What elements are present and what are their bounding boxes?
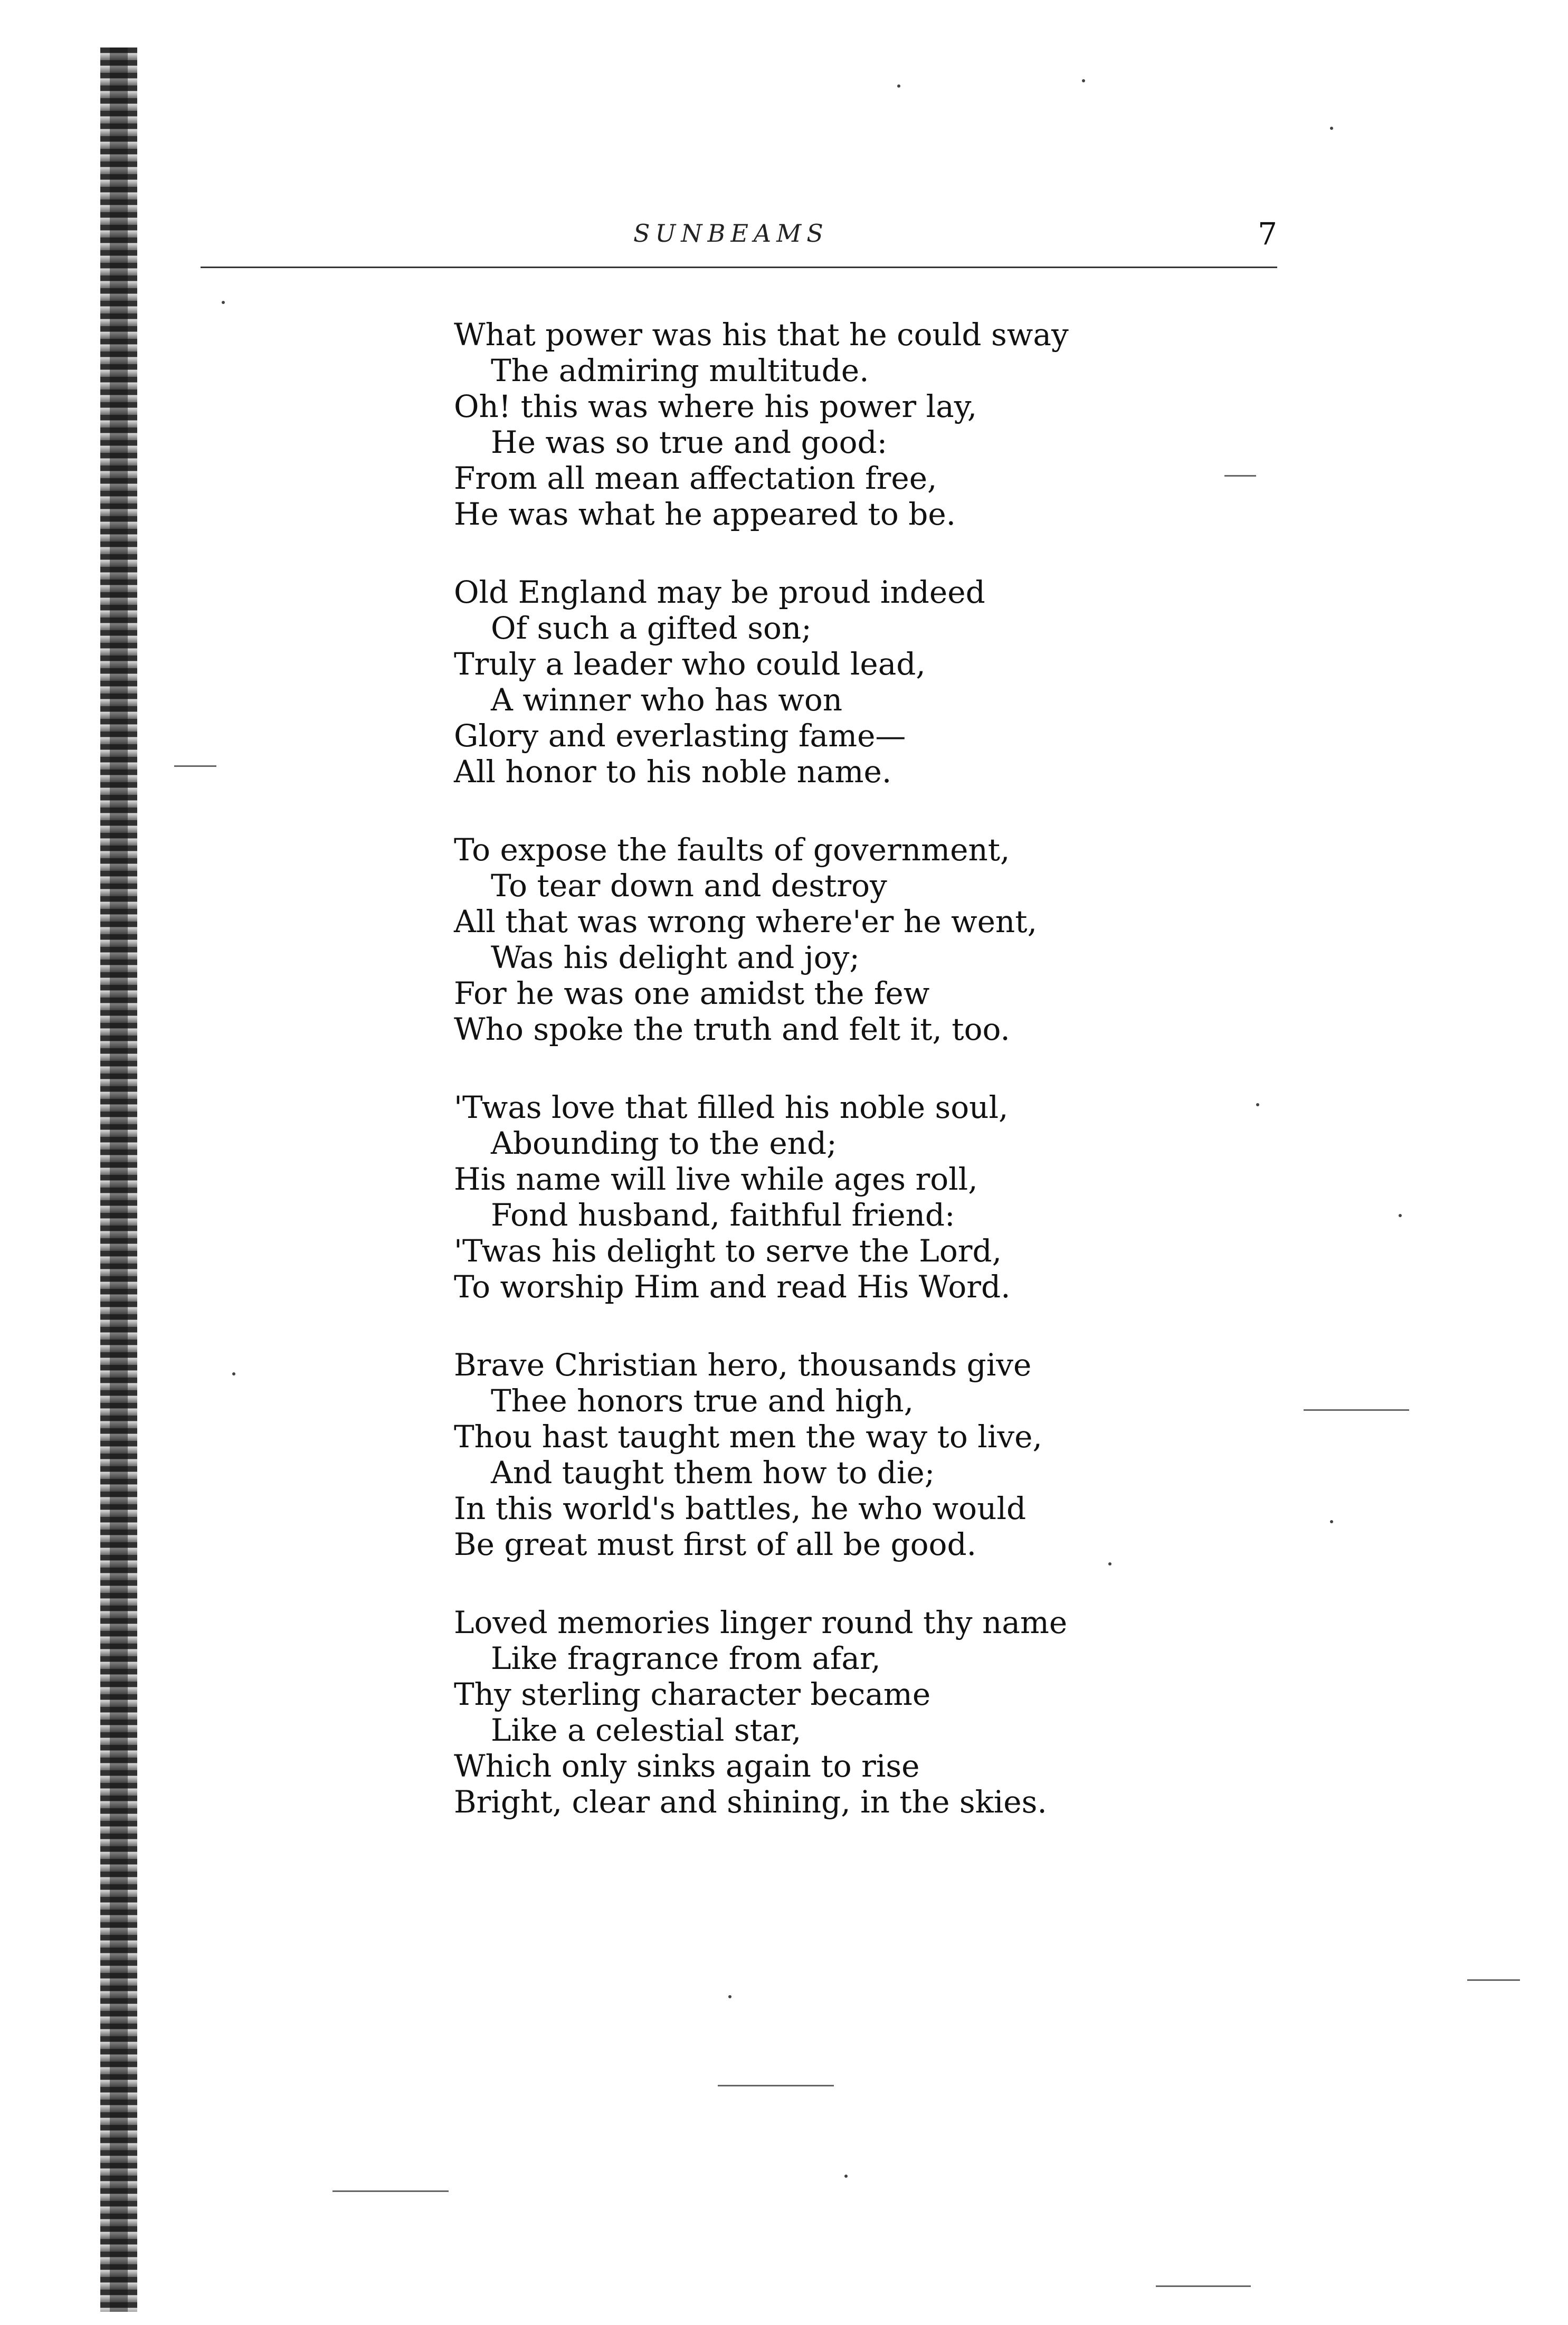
poem-line: 'Twas love that filled his noble soul,: [454, 1089, 1009, 1125]
scan-dash: [718, 2085, 834, 2086]
page-header: [201, 216, 1277, 272]
poem-line: Truly a leader who could lead,: [454, 646, 926, 682]
poem-line: In this world's battles, he who would: [454, 1491, 1027, 1526]
poem-line: From all mean affectation free,: [454, 460, 937, 496]
scanned-binding-edge: [100, 48, 137, 2312]
poem-line: To worship Him and read His Word.: [454, 1269, 1011, 1305]
poem-line: He was what he appeared to be.: [454, 496, 956, 532]
poem-line: Who spoke the truth and felt it, too.: [454, 1011, 1010, 1047]
poem-line: Was his delight and joy;: [491, 940, 860, 975]
running-head: SUNBEAMS: [633, 219, 829, 248]
poem-line: Abounding to the end;: [491, 1125, 837, 1161]
poem-line: Loved memories linger round thy name: [454, 1605, 1068, 1640]
poem-line: A winner who has won: [491, 682, 843, 718]
scan-speck: [1330, 127, 1333, 130]
poem-line: To tear down and destroy: [491, 868, 887, 904]
poem-line: Like a celestial star,: [491, 1712, 802, 1748]
poem-line: Bright, clear and shining, in the skies.: [454, 1784, 1047, 1820]
scan-speck: [222, 301, 225, 304]
poem-line: He was so true and good:: [491, 424, 888, 460]
scan-speck: [897, 84, 900, 88]
poem-line: Be great must first of all be good.: [454, 1526, 977, 1562]
poem-line: All that was wrong where'er he went,: [454, 904, 1038, 940]
poem-line: What power was his that he could sway: [454, 317, 1069, 353]
stanza-1: [454, 317, 1193, 532]
scan-dash: [174, 765, 216, 767]
poem-line: Glory and everlasting fame—: [454, 718, 906, 754]
scan-speck: [1399, 1214, 1402, 1217]
poem-line: The admiring multitude.: [491, 353, 869, 388]
scan-dash: [1304, 1409, 1409, 1411]
scan-speck: [1082, 79, 1085, 82]
scan-dash: [332, 2190, 449, 2192]
stanza-3: [454, 832, 1193, 1047]
poem-line: Like fragrance from afar,: [491, 1640, 881, 1676]
scan-speck: [1330, 1520, 1333, 1523]
scan-dash: [1224, 475, 1256, 477]
scan-dash: [1467, 1979, 1520, 1981]
poem-line: And taught them how to die;: [491, 1455, 935, 1491]
header-rule: [201, 267, 1277, 268]
scan-speck: [728, 1995, 731, 1998]
poem-line: Old England may be proud indeed: [454, 574, 985, 610]
scan-dash: [1156, 2285, 1251, 2287]
stanza-2: [454, 574, 1193, 790]
poem-line: To expose the faults of government,: [454, 832, 1010, 868]
poem-line: Thy sterling character became: [454, 1676, 931, 1712]
poem-line: Thou hast taught men the way to live,: [454, 1419, 1042, 1455]
poem-line: Which only sinks again to rise: [454, 1748, 920, 1784]
poem-line: All honor to his noble name.: [454, 754, 892, 790]
stanza-5: [454, 1347, 1193, 1562]
scan-speck: [1256, 1103, 1259, 1106]
poem-line: Brave Christian hero, thousands give: [454, 1347, 1032, 1383]
poem-line: For he was one amidst the few: [454, 975, 930, 1011]
page-number: 7: [1258, 216, 1277, 252]
poem-line: His name will live while ages roll,: [454, 1161, 978, 1197]
poem-line: Thee honors true and high,: [491, 1383, 914, 1419]
poem-line: Fond husband, faithful friend:: [491, 1197, 955, 1233]
stanza-6: [454, 1605, 1193, 1820]
poem-line: 'Twas his delight to serve the Lord,: [454, 1233, 1002, 1269]
scan-speck: [232, 1372, 235, 1375]
poem-line: Oh! this was where his power lay,: [454, 388, 977, 424]
poem-line: Of such a gifted son;: [491, 610, 812, 646]
stanza-4: [454, 1089, 1193, 1305]
scan-speck: [844, 2175, 848, 2178]
poem: [454, 317, 1193, 1862]
